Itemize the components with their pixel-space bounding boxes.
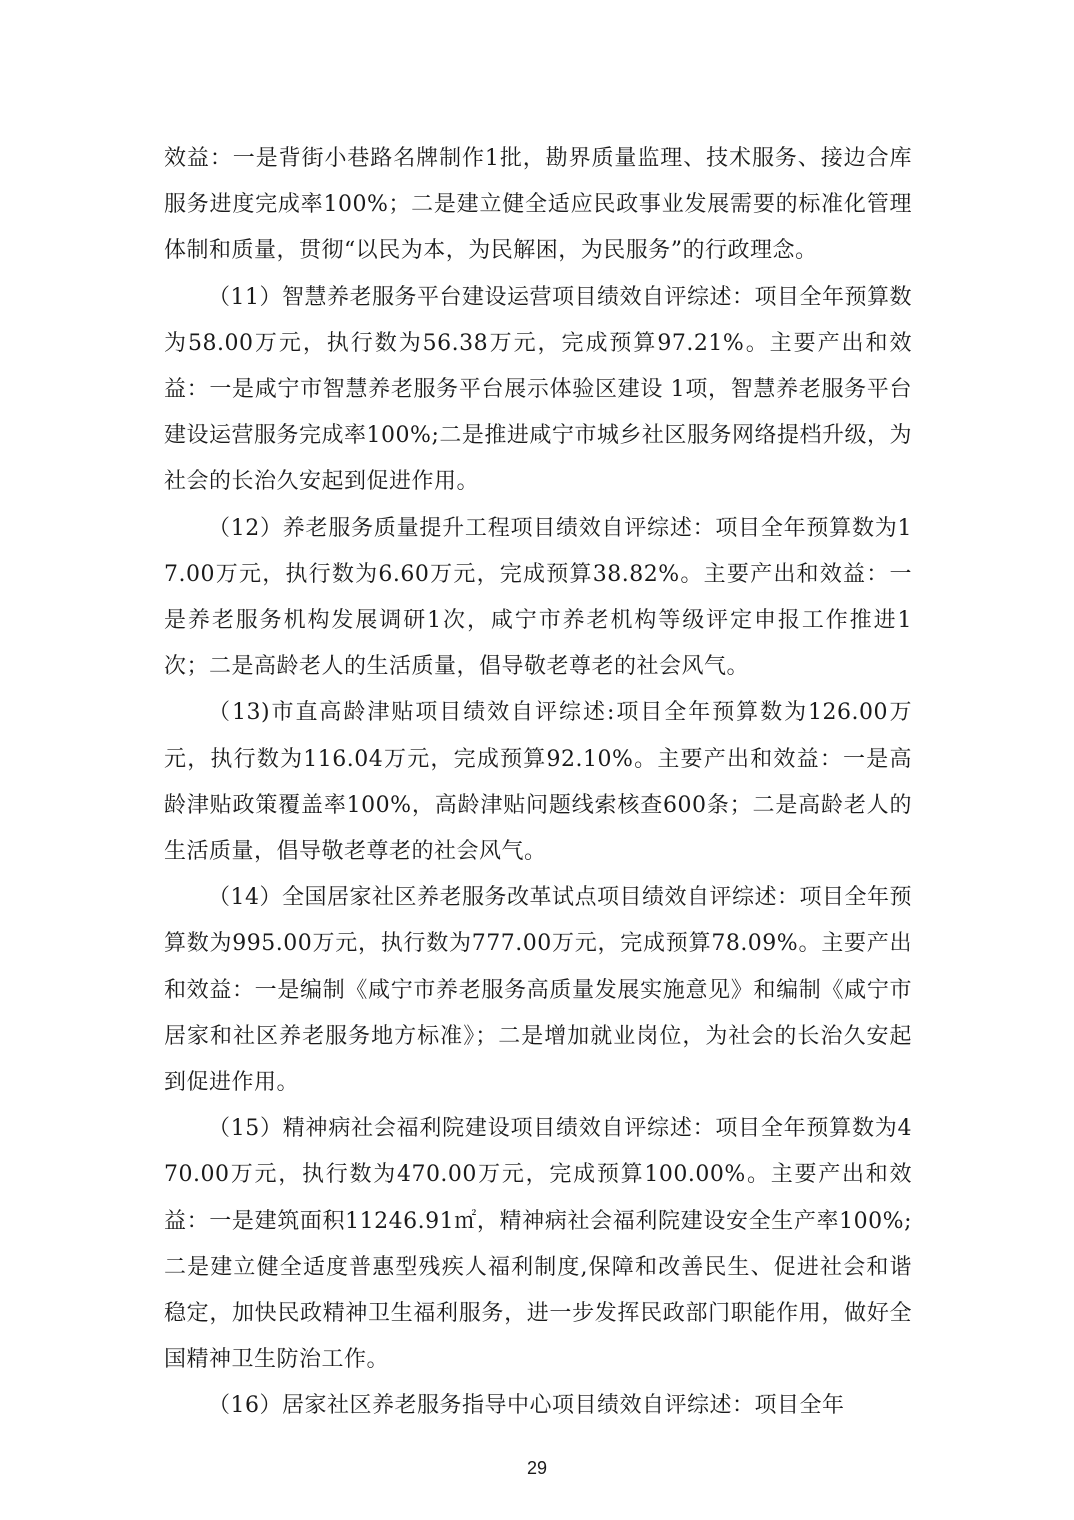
paragraph-10-continued: 效益：一是背街小巷路名牌制作1批，勘界质量监理、技术服务、接边合库服务进度完成率100%；二是建立健全适应民政事业发展需要的标准化管理体制和质量，贯彻“以民为本，为民解困，为民服务”的行政理念。 — [164, 146, 912, 264]
paragraph-16: （16）居家社区养老服务指导中心项目绩效自评综述：项目全年 — [208, 1393, 845, 1419]
paragraph-14: （14）全国居家社区养老服务改革试点项目绩效自评综述：项目全年预算数为995.00万元，执行数为777.00万元，完成预算78.09%。主要产出和效益：一是编制《咸宁市养老服务高质量发展实施意见》和编制《咸宁市居家和社区养老服务地方标准》；二是增加就业岗位，为社会的长治久安起到促进作用。 — [164, 885, 912, 1096]
paragraph-11: （11）智慧养老服务平台建设运营项目绩效自评综述：项目全年预算数为58.00万元，执行数为56.38万元，完成预算97.21%。主要产出和效益：一是咸宁市智慧养老服务平台展示体验区建设 1项，智慧养老服务平台建设运营服务完成率100%;二是推进咸宁市城乡社区服务网络提档升级，为社会的长治久安起到促进作用。 — [164, 284, 912, 495]
paragraph-12: （12）养老服务质量提升工程项目绩效自评综述：项目全年预算数为17.00万元，执行数为6.60万元，完成预算38.82%。主要产出和效益：一是养老服务机构发展调研1次，咸宁市养老机构等级评定申报工作推进1次；二是高龄老人的生活质量，倡导敬老尊老的社会风气。 — [164, 515, 912, 680]
page-number: 29 — [526, 1458, 548, 1478]
paragraph-13: （13)市直高龄津贴项目绩效自评综述:项目全年预算数为126.00万元，执行数为116.04万元，完成预算92.10%。主要产出和效益：一是高龄津贴政策覆盖率100%，高龄津贴问题线索核查600条；二是高龄老人的生活质量，倡导敬老尊老的社会风气。 — [164, 700, 912, 865]
paragraph-15: （15）精神病社会福利院建设项目绩效自评综述：项目全年预算数为470.00万元，执行数为470.00万元，完成预算100.00%。主要产出和效益：一是建筑面积11246.91㎡，精神病社会福利院建设安全生产率100%;二是建立健全适度普惠型残疾人福利制度,保障和改善民生、促进社会和谐稳定，加快民政精神卫生福利服务，进一步发挥民政部门职能作用，做好全国精神卫生防治工作。 — [164, 1116, 912, 1373]
body-text — [164, 136, 912, 1430]
